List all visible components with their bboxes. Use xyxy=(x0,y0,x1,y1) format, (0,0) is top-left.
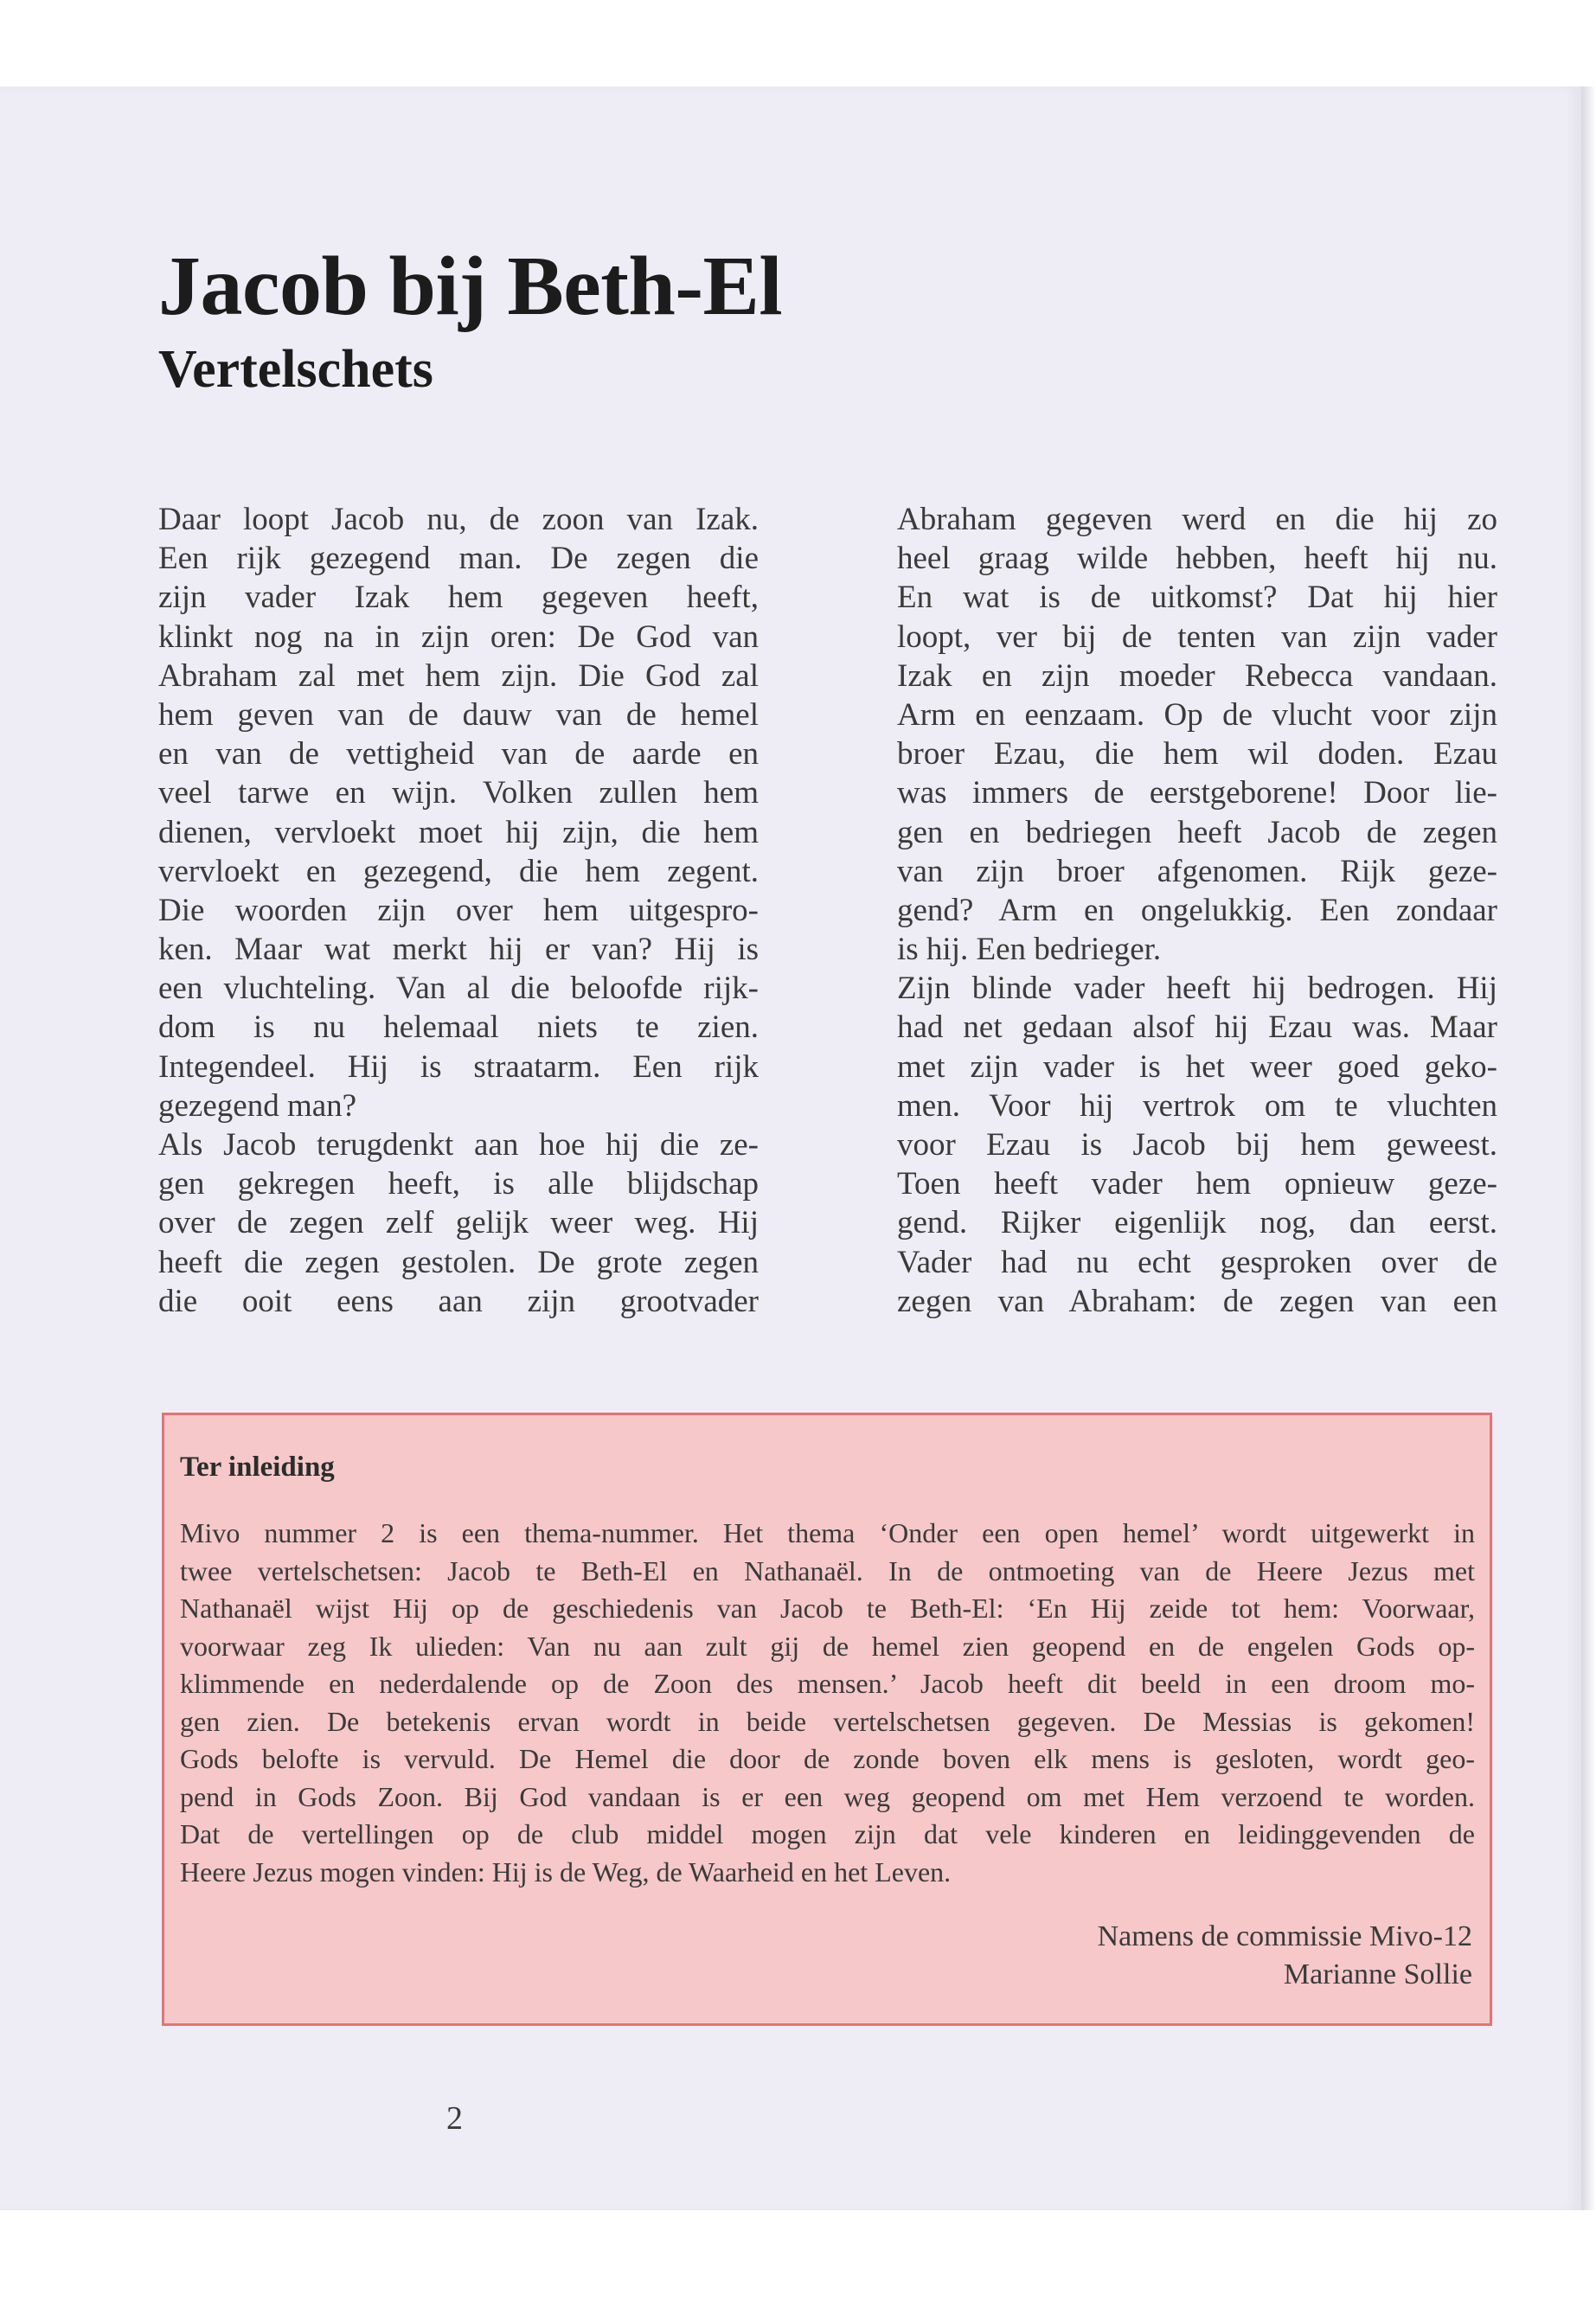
text-line: Gods belofte is vervuld. De Hemel die door de zonde boven elk mens is gesloten, wordt geo- xyxy=(180,1743,1475,1774)
text-line: ken. Maar wat merkt hij er van? Hij is xyxy=(158,932,759,968)
intro-text xyxy=(180,1515,1475,1891)
text-line: zegen van Abraham: de zegen van een xyxy=(897,1283,1497,1319)
text-line: en van de vettigheid van de aarde en xyxy=(158,736,759,772)
text-line: klinkt nog na in zijn oren: De God van xyxy=(158,619,759,655)
text-line: broer Ezau, die hem wil doden. Ezau xyxy=(897,736,1497,772)
text-line: gend. Rijker eigenlijk nog, dan eerst. xyxy=(897,1205,1497,1241)
text-line: met zijn vader is het weer goed geko- xyxy=(897,1048,1497,1085)
text-line: veel tarwe en wijn. Volken zullen hem xyxy=(158,775,759,811)
article-title: Jacob bij Beth-El xyxy=(158,240,783,333)
text-line: vervloekt en gezegend, die hem zegent. xyxy=(158,853,759,889)
text-line: Vader had nu echt gesproken over de xyxy=(897,1244,1497,1280)
text-line: twee vertelschetsen: Jacob te Beth-El en Nathanaël. In de ontmoeting van de Heere Jezus met xyxy=(180,1554,1475,1586)
text-line: klimmende en nederdalende op de Zoon des mensen.’ Jacob heeft dit beeld in een droom mo- xyxy=(180,1668,1475,1699)
text-line: heeft die zegen gestolen. De grote zegen xyxy=(158,1244,759,1280)
text-line: gen en bedriegen heeft Jacob de zegen xyxy=(897,814,1497,850)
text-line: En wat is de uitkomst? Dat hij hier xyxy=(897,580,1497,616)
text-line: Mivo nummer 2 is een thema-nummer. Het thema ‘Onder een open hemel’ wordt uitgewerkt in xyxy=(180,1517,1475,1548)
text-line: Toen heeft vader hem opnieuw geze- xyxy=(897,1166,1497,1202)
text-line: is hij. Een bedrieger. xyxy=(897,932,1162,968)
text-line: van zijn broer afgenomen. Rijk geze- xyxy=(897,853,1497,889)
intro-signature xyxy=(1098,1918,1472,1994)
text-line: gezegend man? xyxy=(158,1087,357,1124)
text-line: Dat de vertellingen op de club middel mogen zijn dat vele kinderen en leidinggevenden de xyxy=(180,1818,1475,1849)
text-line: dienen, vervloekt moet hij zijn, die hem xyxy=(158,814,759,850)
text-line: Daar loopt Jacob nu, de zoon van Izak. xyxy=(158,502,759,537)
signature-author: Marianne Sollie xyxy=(1283,1958,1472,1990)
text-line: Een rijk gezegend man. De zegen die xyxy=(158,541,759,577)
text-line: hem geven van de dauw van de hemel xyxy=(158,696,759,733)
page-number: 2 xyxy=(446,2100,463,2137)
text-line: men. Voor hij vertrok om te vluchten xyxy=(897,1087,1497,1124)
text-line: Abraham gegeven werd en die hij zo xyxy=(897,502,1497,537)
text-line: Izak en zijn moeder Rebecca vandaan. xyxy=(897,657,1497,694)
text-line: heel graag wilde hebben, heeft hij nu. xyxy=(897,541,1497,577)
text-line: was immers de eerstgeborene! Door lie- xyxy=(897,775,1497,811)
text-line: gen zien. De betekenis ervan wordt in beide vertelschetsen gegeven. De Messias is gekomen! xyxy=(180,1705,1475,1737)
text-line: gend? Arm en ongelukkig. Een zondaar xyxy=(897,892,1497,928)
text-line: Arm en eenzaam. Op de vlucht voor zijn xyxy=(897,696,1497,733)
text-line: een vluchteling. Van al die beloofde rijk- xyxy=(158,971,759,1007)
text-line: Nathanaël wijst Hij op de geschiedenis van Jacob te Beth-El: ‘En Hij zeide tot hem: Voorwaar, xyxy=(180,1593,1475,1624)
intro-heading: Ter inleiding xyxy=(180,1452,335,1483)
text-line: voorwaar zeg Ik ulieden: Van nu aan zult gij de hemel zien geopend en de engelen Gods op- xyxy=(180,1630,1475,1662)
text-line: voor Ezau is Jacob bij hem geweest. xyxy=(897,1127,1497,1163)
text-line: Heere Jezus mogen vinden: Hij is de Weg, de Waarheid en het Leven. xyxy=(180,1856,952,1888)
text-line: loopt, ver bij de tenten van zijn vader xyxy=(897,619,1497,655)
text-line: Integendeel. Hij is straatarm. Een rijk xyxy=(158,1048,759,1085)
text-line: Die woorden zijn over hem uitgespro- xyxy=(158,892,759,928)
page-edge xyxy=(1581,87,1596,2210)
article-subtitle: Vertelschets xyxy=(158,340,433,399)
text-column-left xyxy=(158,500,759,1321)
text-line: pend in Gods Zoon. Bij God vandaan is er een weg geopend om met Hem verzoend te worden. xyxy=(180,1780,1475,1812)
signature-committee: Namens de commissie Mivo-12 xyxy=(1097,1920,1472,1952)
text-column-right xyxy=(897,500,1497,1321)
text-line: had net gedaan alsof hij Ezau was. Maar xyxy=(897,1009,1497,1046)
text-line: over de zegen zelf gelijk weer weg. Hij xyxy=(158,1205,759,1241)
intro-box xyxy=(162,1413,1492,2026)
text-line: Als Jacob terugdenkt aan hoe hij die ze- xyxy=(158,1127,759,1163)
text-line: die ooit eens aan zijn grootvader xyxy=(158,1283,759,1319)
text-line: Abraham zal met hem zijn. Die God zal xyxy=(158,657,759,694)
text-line: zijn vader Izak hem gegeven heeft, xyxy=(158,580,759,616)
text-line: gen gekregen heeft, is alle blijdschap xyxy=(158,1166,759,1202)
text-line: dom is nu helemaal niets te zien. xyxy=(158,1009,759,1046)
text-line: Zijn blinde vader heeft hij bedrogen. Hij xyxy=(897,971,1497,1007)
